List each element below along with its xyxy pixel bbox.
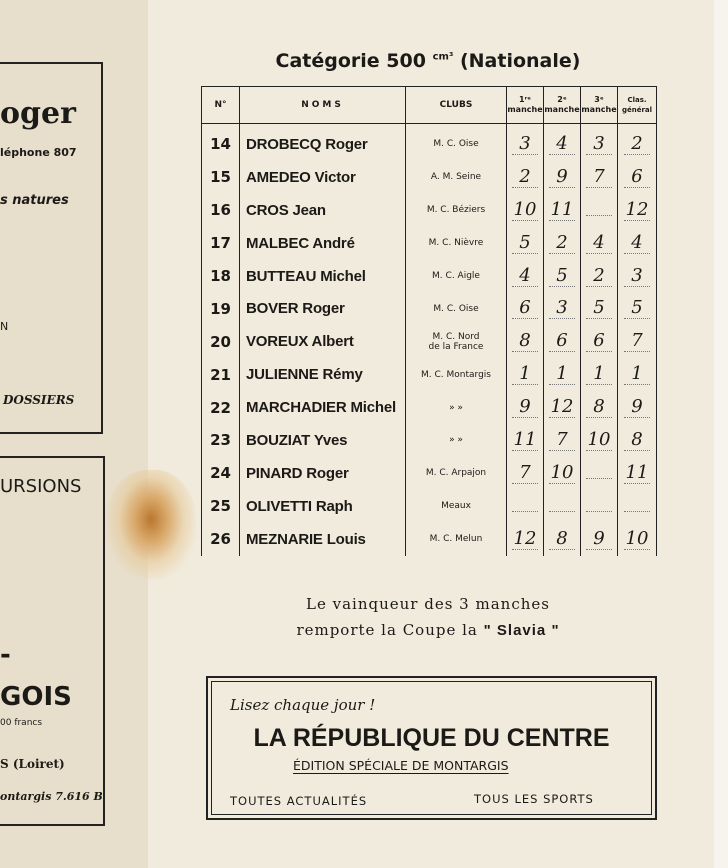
rider-club: » » bbox=[406, 424, 507, 457]
race-2-position: 4 bbox=[544, 124, 581, 161]
header-clubs: CLUBS bbox=[406, 87, 507, 124]
rider-name: OLIVETTI Raph bbox=[240, 490, 406, 523]
rider-name: MARCHADIER Michel bbox=[240, 391, 406, 424]
page-edge bbox=[714, 0, 728, 868]
race-1-position: 2 bbox=[507, 161, 544, 194]
rider-number: 20 bbox=[202, 325, 240, 358]
race-2-position: 8 bbox=[544, 523, 581, 556]
overall-position: 11 bbox=[618, 457, 657, 490]
cup-name: " Slavia " bbox=[483, 622, 560, 639]
ad-edition: ÉDITION SPÉCIALE DE MONTARGIS bbox=[293, 758, 509, 773]
race-3-position bbox=[581, 457, 618, 490]
race-2-position: 10 bbox=[544, 457, 581, 490]
race-1-position: 4 bbox=[507, 260, 544, 293]
race-1-position: 5 bbox=[507, 227, 544, 260]
rider-number: 23 bbox=[202, 424, 240, 457]
rider-club: A. M. Seine bbox=[406, 161, 507, 194]
header-number: N° bbox=[202, 87, 240, 124]
rider-name: PINARD Roger bbox=[240, 457, 406, 490]
race-3-position: 1 bbox=[581, 358, 618, 391]
rider-number: 24 bbox=[202, 457, 240, 490]
rider-number: 19 bbox=[202, 292, 240, 325]
rider-number: 22 bbox=[202, 391, 240, 424]
ad-tagline: Lisez chaque jour ! bbox=[230, 696, 376, 714]
rider-club: M. C. Montargis bbox=[406, 358, 507, 391]
header-race-1: 1ʳᵉ manche bbox=[507, 87, 544, 124]
table-row bbox=[202, 260, 657, 293]
race-2-position: 12 bbox=[544, 391, 581, 424]
race-1-position: 10 bbox=[507, 194, 544, 227]
rider-name: MEZNARIE Louis bbox=[240, 523, 406, 556]
race-1-position: 7 bbox=[507, 457, 544, 490]
rider-name: BOUZIAT Yves bbox=[240, 424, 406, 457]
results-table bbox=[201, 86, 657, 556]
rider-name: DROBECQ Roger bbox=[240, 124, 406, 161]
race-3-position: 4 bbox=[581, 227, 618, 260]
race-3-position: 5 bbox=[581, 292, 618, 325]
rider-club: M. C. Oise bbox=[406, 124, 507, 161]
rider-name: JULIENNE Rémy bbox=[240, 358, 406, 391]
race-2-position: 9 bbox=[544, 161, 581, 194]
race-1-position: 12 bbox=[507, 523, 544, 556]
race-1-position: 9 bbox=[507, 391, 544, 424]
race-2-position: 7 bbox=[544, 424, 581, 457]
rider-club: M. C. Arpajon bbox=[406, 457, 507, 490]
rider-number: 17 bbox=[202, 227, 240, 260]
overall-position: 6 bbox=[618, 161, 657, 194]
left-box1-natures: s natures bbox=[0, 193, 69, 208]
table-row bbox=[202, 457, 657, 490]
table-row bbox=[202, 227, 657, 260]
rider-number: 26 bbox=[202, 523, 240, 556]
left-box2-francs: 00 francs bbox=[0, 718, 43, 728]
header-row bbox=[202, 87, 657, 124]
header-race-3: 3ᵉ manche bbox=[581, 87, 618, 124]
race-1-position: 8 bbox=[507, 325, 544, 358]
race-1-position bbox=[507, 490, 544, 523]
race-2-position: 11 bbox=[544, 194, 581, 227]
rider-club: » » bbox=[406, 391, 507, 424]
page-title bbox=[210, 50, 646, 72]
overall-position: 5 bbox=[618, 292, 657, 325]
table-row bbox=[202, 391, 657, 424]
overall-position: 4 bbox=[618, 227, 657, 260]
overall-position: 8 bbox=[618, 424, 657, 457]
race-2-position: 1 bbox=[544, 358, 581, 391]
title-unit: cm³ bbox=[432, 51, 454, 63]
race-2-position: 6 bbox=[544, 325, 581, 358]
left-box1-title: oger bbox=[0, 96, 76, 131]
paper-stain bbox=[106, 470, 196, 580]
note-line-1: Le vainqueur des 3 manches bbox=[306, 595, 550, 613]
rider-number: 16 bbox=[202, 194, 240, 227]
rider-name: BOVER Roger bbox=[240, 292, 406, 325]
ad-footer-left: TOUTES ACTUALITÉS bbox=[230, 794, 368, 808]
table-row bbox=[202, 194, 657, 227]
left-box1-glyph: N bbox=[0, 320, 9, 333]
race-3-position bbox=[581, 194, 618, 227]
title-category: (Nationale) bbox=[459, 50, 581, 72]
overall-position: 12 bbox=[618, 194, 657, 227]
table-row bbox=[202, 490, 657, 523]
race-2-position bbox=[544, 490, 581, 523]
table-row bbox=[202, 161, 657, 194]
left-box2-dash: - bbox=[0, 640, 11, 670]
rider-number: 25 bbox=[202, 490, 240, 523]
rider-name: MALBEC André bbox=[240, 227, 406, 260]
race-3-position: 9 bbox=[581, 523, 618, 556]
ad-footer-right: TOUS LES SPORTS bbox=[474, 792, 594, 806]
rider-number: 14 bbox=[202, 124, 240, 161]
rider-club: M. C. Béziers bbox=[406, 194, 507, 227]
race-3-position: 6 bbox=[581, 325, 618, 358]
rider-club: Meaux bbox=[406, 490, 507, 523]
rider-name: BUTTEAU Michel bbox=[240, 260, 406, 293]
left-box2-title: URSIONS bbox=[0, 476, 82, 497]
race-1-position: 11 bbox=[507, 424, 544, 457]
table-row bbox=[202, 292, 657, 325]
rider-club: M. C. Oise bbox=[406, 292, 507, 325]
table-row bbox=[202, 424, 657, 457]
race-1-position: 6 bbox=[507, 292, 544, 325]
left-box2-loiret: S (Loiret) bbox=[0, 757, 65, 771]
ad-headline: LA RÉPUBLIQUE DU CENTRE bbox=[253, 724, 610, 752]
race-3-position: 10 bbox=[581, 424, 618, 457]
left-box2-footer: ontargis 7.616 B bbox=[0, 790, 103, 803]
race-2-position: 5 bbox=[544, 260, 581, 293]
overall-position: 1 bbox=[618, 358, 657, 391]
note-line-2: remporte la Coupe la " Slavia " bbox=[296, 621, 560, 639]
rider-club: M. C. Aigle bbox=[406, 260, 507, 293]
rider-name: CROS Jean bbox=[240, 194, 406, 227]
rider-number: 15 bbox=[202, 161, 240, 194]
race-1-position: 1 bbox=[507, 358, 544, 391]
race-3-position: 8 bbox=[581, 391, 618, 424]
table-row bbox=[202, 325, 657, 358]
rider-number: 18 bbox=[202, 260, 240, 293]
race-2-position: 2 bbox=[544, 227, 581, 260]
table-row bbox=[202, 358, 657, 391]
rider-club: M. C. Nièvre bbox=[406, 227, 507, 260]
header-race-2: 2ᵉ manche bbox=[544, 87, 581, 124]
race-2-position: 3 bbox=[544, 292, 581, 325]
overall-position bbox=[618, 490, 657, 523]
race-3-position: 7 bbox=[581, 161, 618, 194]
overall-position: 3 bbox=[618, 260, 657, 293]
race-3-position bbox=[581, 490, 618, 523]
table-row bbox=[202, 523, 657, 556]
overall-position: 7 bbox=[618, 325, 657, 358]
rider-number: 21 bbox=[202, 358, 240, 391]
rider-club: M. C. Nord de la France bbox=[406, 325, 507, 358]
left-box2-gois: GOIS bbox=[0, 682, 72, 712]
table-row bbox=[202, 124, 657, 161]
rider-club: M. C. Melun bbox=[406, 523, 507, 556]
left-box1-phone: léphone 807 bbox=[0, 146, 77, 159]
header-names: NOMS bbox=[240, 87, 406, 124]
rider-name: VOREUX Albert bbox=[240, 325, 406, 358]
overall-position: 9 bbox=[618, 391, 657, 424]
header-overall: Clas. général bbox=[618, 87, 657, 124]
overall-position: 10 bbox=[618, 523, 657, 556]
race-3-position: 3 bbox=[581, 124, 618, 161]
overall-position: 2 bbox=[618, 124, 657, 161]
race-3-position: 2 bbox=[581, 260, 618, 293]
left-box1-dossiers: DOSSIERS bbox=[3, 393, 75, 407]
race-1-position: 3 bbox=[507, 124, 544, 161]
title-main: Catégorie 500 bbox=[275, 50, 426, 72]
rider-name: AMEDEO Victor bbox=[240, 161, 406, 194]
newspaper-ad bbox=[206, 676, 657, 820]
